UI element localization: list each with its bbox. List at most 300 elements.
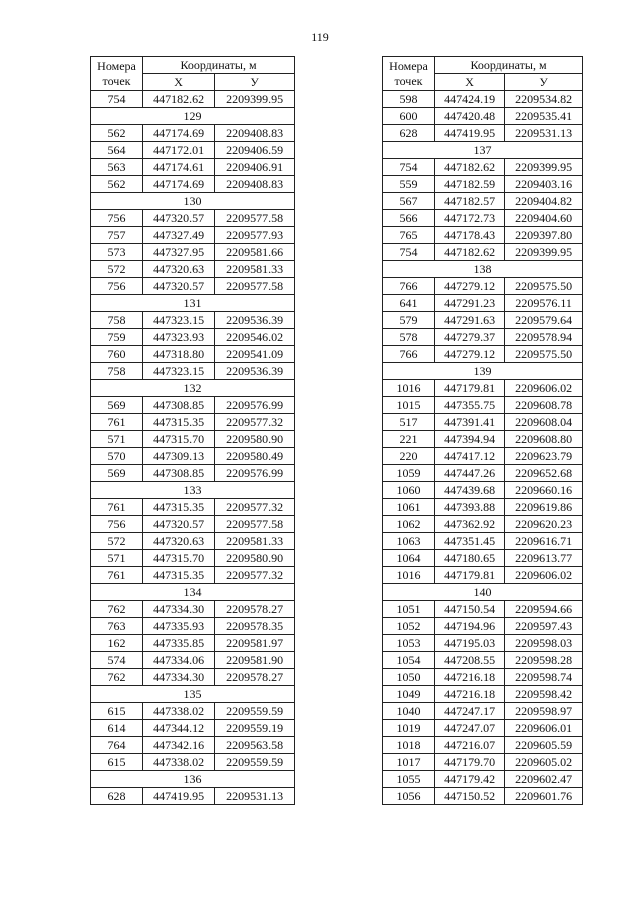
table-row [383,176,583,193]
table-row [91,618,295,635]
x-coordinate-cell: 447394.94 [435,431,505,448]
table-row [383,686,583,703]
x-coordinate-cell: 447308.85 [143,465,215,482]
point-number-cell: 759 [91,329,143,346]
y-coordinate-cell: 2209601.76 [505,788,583,805]
y-coordinate-cell: 2209579.64 [505,312,583,329]
y-coordinate-cell: 2209598.03 [505,635,583,652]
table-row [91,142,295,159]
x-coordinate-cell: 447291.63 [435,312,505,329]
table-row [91,244,295,261]
x-coordinate-cell: 447182.62 [143,91,215,108]
x-coordinate-cell: 447424.19 [435,91,505,108]
y-coordinate-cell: 2209578.94 [505,329,583,346]
x-coordinate-cell: 447344.12 [143,720,215,737]
x-coordinate-cell: 447419.95 [143,788,215,805]
y-coordinate-cell: 2209606.02 [505,567,583,584]
group-header-row [91,686,295,703]
table-row [91,754,295,771]
y-coordinate-cell: 2209408.83 [215,176,295,193]
group-header-row [383,584,583,601]
x-coordinate-cell: 447362.92 [435,516,505,533]
point-number-cell: 578 [383,329,435,346]
x-coordinate-cell: 447320.63 [143,533,215,550]
point-number-cell: 628 [383,125,435,142]
table-row [383,431,583,448]
point-number-cell: 579 [383,312,435,329]
table-row [383,278,583,295]
group-label: 135 [91,686,295,703]
group-header-row [91,380,295,397]
table-row [91,635,295,652]
table-row [91,431,295,448]
table-row [383,771,583,788]
coordinates-table-left [90,56,295,805]
point-number-cell: 569 [91,397,143,414]
x-coordinate-cell: 447179.42 [435,771,505,788]
table-row [91,703,295,720]
x-coordinate-cell: 447335.93 [143,618,215,635]
y-coordinate-cell: 2209620.23 [505,516,583,533]
x-coordinate-cell: 447179.81 [435,380,505,397]
table-row [383,227,583,244]
table-row [91,312,295,329]
point-number-cell: 628 [91,788,143,805]
table-row [383,380,583,397]
table-row [383,669,583,686]
table-row [383,720,583,737]
y-coordinate-cell: 2209577.32 [215,414,295,431]
point-number-cell: 562 [91,125,143,142]
x-coordinate-cell: 447208.55 [435,652,505,669]
point-number-cell: 572 [91,261,143,278]
header-y: У [215,74,295,91]
table-row [383,567,583,584]
point-number-cell: 641 [383,295,435,312]
x-coordinate-cell: 447393.88 [435,499,505,516]
x-coordinate-cell: 447447.26 [435,465,505,482]
x-coordinate-cell: 447247.07 [435,720,505,737]
y-coordinate-cell: 2209652.68 [505,465,583,482]
x-coordinate-cell: 447334.30 [143,669,215,686]
x-coordinate-cell: 447351.45 [435,533,505,550]
point-number-cell: 1018 [383,737,435,754]
x-coordinate-cell: 447327.49 [143,227,215,244]
x-coordinate-cell: 447182.59 [435,176,505,193]
y-coordinate-cell: 2209594.66 [505,601,583,618]
table-row [91,210,295,227]
x-coordinate-cell: 447338.02 [143,703,215,720]
y-coordinate-cell: 2209616.71 [505,533,583,550]
point-number-cell: 1049 [383,686,435,703]
y-coordinate-cell: 2209576.99 [215,465,295,482]
x-coordinate-cell: 447323.93 [143,329,215,346]
group-label: 134 [91,584,295,601]
y-coordinate-cell: 2209581.33 [215,533,295,550]
group-label: 130 [91,193,295,210]
point-number-cell: 1019 [383,720,435,737]
x-coordinate-cell: 447315.70 [143,431,215,448]
y-coordinate-cell: 2209580.90 [215,550,295,567]
table-row [383,210,583,227]
point-number-cell: 615 [91,754,143,771]
y-coordinate-cell: 2209577.58 [215,516,295,533]
point-number-cell: 756 [91,210,143,227]
y-coordinate-cell: 2209606.01 [505,720,583,737]
table-row [383,788,583,805]
x-coordinate-cell: 447391.41 [435,414,505,431]
point-number-cell: 766 [383,346,435,363]
point-number-cell: 571 [91,550,143,567]
table-row [91,652,295,669]
y-coordinate-cell: 2209598.28 [505,652,583,669]
x-coordinate-cell: 447279.12 [435,278,505,295]
x-coordinate-cell: 447180.65 [435,550,505,567]
header-coordinates: Координаты, м [435,57,583,74]
y-coordinate-cell: 2209535.41 [505,108,583,125]
table-row [91,363,295,380]
table-row [383,533,583,550]
y-coordinate-cell: 2209536.39 [215,363,295,380]
point-number-cell: 1059 [383,465,435,482]
group-header-row [91,193,295,210]
table-row [91,720,295,737]
group-header-row [91,295,295,312]
point-number-cell: 569 [91,465,143,482]
y-coordinate-cell: 2209559.59 [215,703,295,720]
y-coordinate-cell: 2209619.86 [505,499,583,516]
table-row [91,397,295,414]
y-coordinate-cell: 2209602.47 [505,771,583,788]
y-coordinate-cell: 2209581.90 [215,652,295,669]
point-number-cell: 1055 [383,771,435,788]
point-number-cell: 758 [91,312,143,329]
x-coordinate-cell: 447315.70 [143,550,215,567]
x-coordinate-cell: 447323.15 [143,363,215,380]
table-row [383,601,583,618]
y-coordinate-cell: 2209608.04 [505,414,583,431]
point-number-cell: 615 [91,703,143,720]
x-coordinate-cell: 447216.18 [435,686,505,703]
group-header-row [91,771,295,788]
y-coordinate-cell: 2209559.59 [215,754,295,771]
x-coordinate-cell: 447320.57 [143,210,215,227]
table-row [383,635,583,652]
point-number-cell: 1040 [383,703,435,720]
point-number-cell: 1052 [383,618,435,635]
group-label: 136 [91,771,295,788]
y-coordinate-cell: 2209598.97 [505,703,583,720]
point-number-cell: 1054 [383,652,435,669]
group-header-row [383,142,583,159]
x-coordinate-cell: 447150.54 [435,601,505,618]
table-row [383,312,583,329]
group-label: 138 [383,261,583,278]
table-row [383,295,583,312]
point-number-cell: 564 [91,142,143,159]
x-coordinate-cell: 447182.62 [435,159,505,176]
y-coordinate-cell: 2209575.50 [505,346,583,363]
point-number-cell: 757 [91,227,143,244]
group-label: 133 [91,482,295,499]
point-number-cell: 598 [383,91,435,108]
y-coordinate-cell: 2209399.95 [505,159,583,176]
y-coordinate-cell: 2209608.80 [505,431,583,448]
y-coordinate-cell: 2209531.13 [215,788,295,805]
y-coordinate-cell: 2209597.43 [505,618,583,635]
point-number-cell: 517 [383,414,435,431]
y-coordinate-cell: 2209581.66 [215,244,295,261]
table-row [383,448,583,465]
x-coordinate-cell: 447195.03 [435,635,505,652]
x-coordinate-cell: 447216.18 [435,669,505,686]
group-label: 129 [91,108,295,125]
table-row [383,482,583,499]
table-row [91,533,295,550]
y-coordinate-cell: 2209577.32 [215,499,295,516]
point-number-cell: 1060 [383,482,435,499]
y-coordinate-cell: 2209580.90 [215,431,295,448]
group-header-row [91,482,295,499]
x-coordinate-cell: 447315.35 [143,414,215,431]
y-coordinate-cell: 2209578.27 [215,601,295,618]
point-number-cell: 754 [383,159,435,176]
table-row [91,499,295,516]
header-point-numbers: Номера точек [91,57,143,91]
point-number-cell: 1062 [383,516,435,533]
point-number-cell: 1050 [383,669,435,686]
point-number-cell: 763 [91,618,143,635]
point-number-cell: 573 [91,244,143,261]
point-number-cell: 1016 [383,380,435,397]
table-row [91,346,295,363]
table-row [383,108,583,125]
y-coordinate-cell: 2209581.33 [215,261,295,278]
y-coordinate-cell: 2209403.16 [505,176,583,193]
x-coordinate-cell: 447182.57 [435,193,505,210]
point-number-cell: 574 [91,652,143,669]
point-number-cell: 766 [383,278,435,295]
point-number-cell: 572 [91,533,143,550]
point-number-cell: 614 [91,720,143,737]
point-number-cell: 1056 [383,788,435,805]
x-coordinate-cell: 447247.17 [435,703,505,720]
y-coordinate-cell: 2209606.02 [505,380,583,397]
y-coordinate-cell: 2209399.95 [215,91,295,108]
point-number-cell: 1015 [383,397,435,414]
y-coordinate-cell: 2209546.02 [215,329,295,346]
x-coordinate-cell: 447320.57 [143,278,215,295]
y-coordinate-cell: 2209581.97 [215,635,295,652]
point-number-cell: 1064 [383,550,435,567]
x-coordinate-cell: 447334.30 [143,601,215,618]
table-row [383,499,583,516]
point-number-cell: 756 [91,516,143,533]
table-row [91,278,295,295]
group-header-row [91,108,295,125]
x-coordinate-cell: 447417.12 [435,448,505,465]
table-row [383,465,583,482]
point-number-cell: 566 [383,210,435,227]
header-y: У [505,74,583,91]
point-number-cell: 1051 [383,601,435,618]
y-coordinate-cell: 2209576.11 [505,295,583,312]
point-number-cell: 762 [91,601,143,618]
y-coordinate-cell: 2209608.78 [505,397,583,414]
table-row [91,465,295,482]
x-coordinate-cell: 447315.35 [143,499,215,516]
x-coordinate-cell: 447179.81 [435,567,505,584]
point-number-cell: 563 [91,159,143,176]
y-coordinate-cell: 2209577.58 [215,278,295,295]
y-coordinate-cell: 2209559.19 [215,720,295,737]
x-coordinate-cell: 447291.23 [435,295,505,312]
point-number-cell: 761 [91,567,143,584]
table-row [383,91,583,108]
point-number-cell: 1061 [383,499,435,516]
x-coordinate-cell: 447315.35 [143,567,215,584]
x-coordinate-cell: 447182.62 [435,244,505,261]
point-number-cell: 571 [91,431,143,448]
point-number-cell: 1063 [383,533,435,550]
table-row [91,159,295,176]
table-row [91,329,295,346]
group-label: 140 [383,584,583,601]
x-coordinate-cell: 447174.69 [143,125,215,142]
y-coordinate-cell: 2209577.32 [215,567,295,584]
point-number-cell: 1017 [383,754,435,771]
x-coordinate-cell: 447194.96 [435,618,505,635]
point-number-cell: 754 [383,244,435,261]
point-number-cell: 567 [383,193,435,210]
y-coordinate-cell: 2209397.80 [505,227,583,244]
x-coordinate-cell: 447320.57 [143,516,215,533]
point-number-cell: 600 [383,108,435,125]
point-number-cell: 570 [91,448,143,465]
table-row [383,703,583,720]
x-coordinate-cell: 447174.61 [143,159,215,176]
x-coordinate-cell: 447439.68 [435,482,505,499]
y-coordinate-cell: 2209404.60 [505,210,583,227]
point-number-cell: 761 [91,499,143,516]
table-row [91,448,295,465]
point-number-cell: 756 [91,278,143,295]
x-coordinate-cell: 447420.48 [435,108,505,125]
point-number-cell: 754 [91,91,143,108]
y-coordinate-cell: 2209536.39 [215,312,295,329]
y-coordinate-cell: 2209598.74 [505,669,583,686]
table-row [91,788,295,805]
table-row [91,227,295,244]
group-label: 137 [383,142,583,159]
table-row [91,550,295,567]
x-coordinate-cell: 447320.63 [143,261,215,278]
page-number: 119 [311,30,329,44]
point-number-cell: 562 [91,176,143,193]
table-row [383,346,583,363]
header-point-numbers: Номера точек [383,57,435,91]
point-number-cell: 220 [383,448,435,465]
group-header-row [383,363,583,380]
table-row [383,159,583,176]
group-label: 132 [91,380,295,397]
y-coordinate-cell: 2209580.49 [215,448,295,465]
point-number-cell: 762 [91,669,143,686]
header-x: X [435,74,505,91]
x-coordinate-cell: 447338.02 [143,754,215,771]
x-coordinate-cell: 447355.75 [435,397,505,414]
y-coordinate-cell: 2209534.82 [505,91,583,108]
header-coordinates: Координаты, м [143,57,295,74]
table-row [383,652,583,669]
point-number-cell: 1016 [383,567,435,584]
point-number-cell: 162 [91,635,143,652]
point-number-cell: 764 [91,737,143,754]
y-coordinate-cell: 2209399.95 [505,244,583,261]
x-coordinate-cell: 447279.12 [435,346,505,363]
table-row [383,125,583,142]
x-coordinate-cell: 447342.16 [143,737,215,754]
point-number-cell: 765 [383,227,435,244]
table-row [91,516,295,533]
x-coordinate-cell: 447172.73 [435,210,505,227]
point-number-cell: 1053 [383,635,435,652]
y-coordinate-cell: 2209613.77 [505,550,583,567]
x-coordinate-cell: 447327.95 [143,244,215,261]
y-coordinate-cell: 2209623.79 [505,448,583,465]
table-row [383,244,583,261]
y-coordinate-cell: 2209563.58 [215,737,295,754]
table-row [383,754,583,771]
y-coordinate-cell: 2209578.27 [215,669,295,686]
table-row [383,329,583,346]
x-coordinate-cell: 447323.15 [143,312,215,329]
point-number-cell: 760 [91,346,143,363]
group-header-row [383,261,583,278]
x-coordinate-cell: 447309.13 [143,448,215,465]
x-coordinate-cell: 447172.01 [143,142,215,159]
table-row [91,261,295,278]
x-coordinate-cell: 447419.95 [435,125,505,142]
y-coordinate-cell: 2209541.09 [215,346,295,363]
y-coordinate-cell: 2209406.91 [215,159,295,176]
x-coordinate-cell: 447178.43 [435,227,505,244]
y-coordinate-cell: 2209404.82 [505,193,583,210]
y-coordinate-cell: 2209531.13 [505,125,583,142]
table-row [91,414,295,431]
point-number-cell: 758 [91,363,143,380]
x-coordinate-cell: 447179.70 [435,754,505,771]
x-coordinate-cell: 447335.85 [143,635,215,652]
y-coordinate-cell: 2209577.93 [215,227,295,244]
group-label: 139 [383,363,583,380]
table-row [91,91,295,108]
point-number-cell: 559 [383,176,435,193]
table-row [91,601,295,618]
x-coordinate-cell: 447150.52 [435,788,505,805]
y-coordinate-cell: 2209577.58 [215,210,295,227]
y-coordinate-cell: 2209660.16 [505,482,583,499]
y-coordinate-cell: 2209578.35 [215,618,295,635]
x-coordinate-cell: 447334.06 [143,652,215,669]
x-coordinate-cell: 447174.69 [143,176,215,193]
x-coordinate-cell: 447279.37 [435,329,505,346]
y-coordinate-cell: 2209575.50 [505,278,583,295]
table-row [91,669,295,686]
table-row [91,176,295,193]
y-coordinate-cell: 2209605.59 [505,737,583,754]
coordinates-table-right [382,56,583,805]
